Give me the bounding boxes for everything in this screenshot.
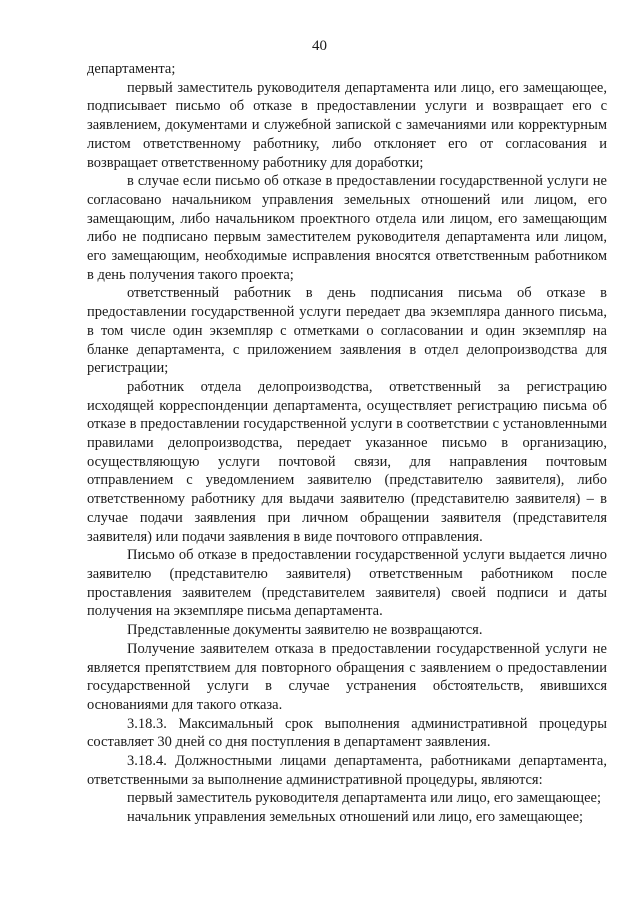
paragraph: первый заместитель руководителя департамента или лицо, его замещающее; bbox=[127, 790, 601, 807]
paragraph: 3.18.4. Должностными лицами департамента, работниками департамента, ответственными за выполнение административной процедуры, являются: bbox=[87, 753, 607, 788]
paragraph: первый заместитель руководителя департамента или лицо, его замещающее, подписывает письмо об отказе в предоставлении услуги и возвращает его с заявлением, документами и служебной запиской с замечаниями или корректурным листом ответственному работнику, либо отклоняет его от согласования и возвращает ответственному работнику для доработки; bbox=[87, 79, 607, 171]
paragraph: Письмо об отказе в предоставлении государственной услуги выдается лично заявителю (представителю заявителя) ответственным работником после проставления заявителем (представителем заявителя) своей подписи и даты получения на экземпляре письма департамента. bbox=[87, 547, 607, 620]
paragraph: Получение заявителем отказа в предоставлении государственной услуги не является препятствием для повторного обращения с заявлением о предоставлении государственной услуги в случае устранения обстоятельств, явившихся основаниями для такого отказа. bbox=[87, 640, 607, 713]
paragraph: 3.18.3. Максимальный срок выполнения административной процедуры составляет 30 дней со дня поступления в департамент заявления. bbox=[87, 715, 607, 751]
paragraph: Представленные документы заявителю не возвращаются. bbox=[127, 622, 483, 639]
paragraph: департамента; bbox=[87, 61, 176, 77]
paragraph: начальник управления земельных отношений или лицо, его замещающее; bbox=[127, 809, 584, 826]
document-body bbox=[87, 60, 607, 827]
paragraph: работник отдела делопроизводства, ответственный за регистрацию исходящей корреспонденции департамента, осуществляет регистрацию письма об отказе в предоставлении государственной услуги в соответствии с установленными правилами делопроизводства, передает указанное письмо в организацию, осуществляющую услуги почтовой связи, для направления почтовым отправлением с уведомлением заявителю (представителю заявителя), либо ответственному работнику для выдачи заявителю (представителю заявителя) – в случае подачи заявления при личном обращении заявителя (представителя заявителя) или подачи заявления в виде почтового отправления. bbox=[87, 378, 607, 545]
paragraph: в случае если письмо об отказе в предоставлении государственной услуги не согласовано начальником управления земельных отношений или лицом, его замещающим, либо начальником проектного отдела или лицом, его замещающим либо не подписано первым заместителем руководителя департамента или лицом, его замещающим, необходимые исправления вносятся ответственным работником в день получения такого проекта; bbox=[87, 173, 607, 283]
paragraph: ответственный работник в день подписания письма об отказе в предоставлении государственной услуги передает два экземпляра данного письма, в том числе один экземпляр с отметками о согласовании и один экземпляр на бланке департамента, с приложением заявления в отдел делопроизводства для регистрации; bbox=[87, 285, 607, 377]
page-number: 40 bbox=[312, 38, 327, 54]
